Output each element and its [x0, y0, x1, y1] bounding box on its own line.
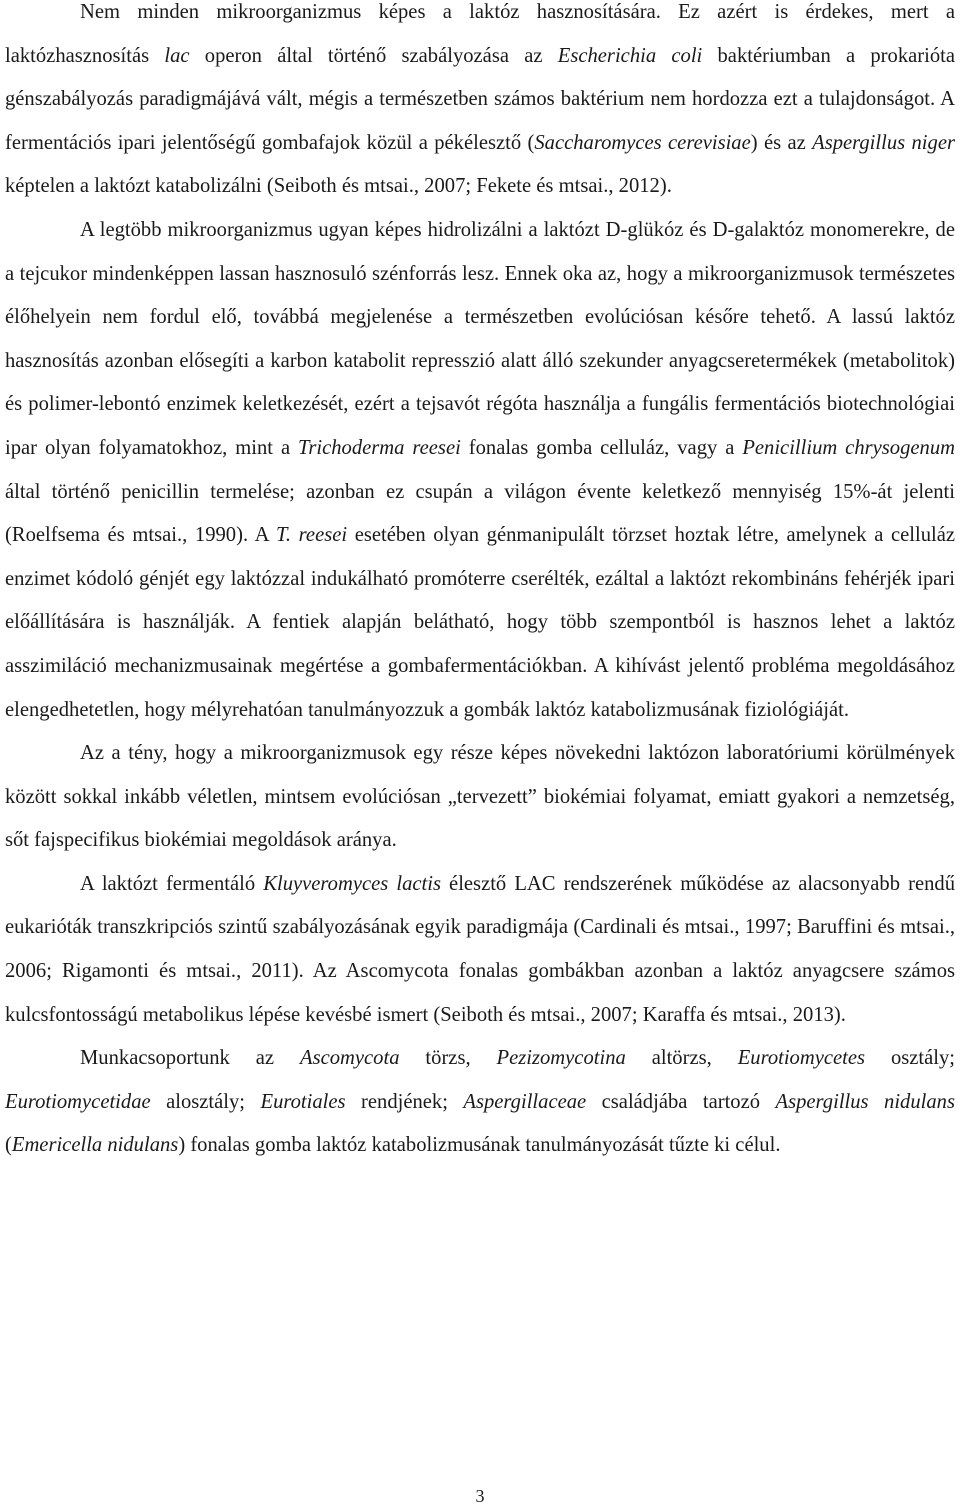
- paragraph-lactose-utilization: [5, 0, 955, 209]
- italic-term: Aspergillus niger: [812, 131, 955, 154]
- text-run: ) és az: [750, 131, 813, 154]
- italic-term: Kluyveromyces lactis: [263, 872, 441, 895]
- italic-term: Trichoderma reesei: [298, 436, 461, 459]
- italic-term: Aspergillus nidulans: [775, 1090, 955, 1113]
- text-run: baktériumban a prokarióta génszabályozás paradigmájává vált, mégis a természetben számos baktérium nem hordozza ezt a tulajdonságot. A fermentációs ipari jelentőségű gombafajok közül a pékélesztő (: [5, 44, 955, 154]
- text-run: osztály;: [865, 1047, 956, 1070]
- paragraph-lactose-hydrolysis: [5, 209, 955, 732]
- text-run: élesztő LAC rendszerének működése az alacsonyabb rendű eukarióták transzkripciós szintű szabályozásának egyik paradigmája (Cardinali és mtsai., 1997; Baruffini és mtsai., 2006; Rigamonti és mtsai., 2011). Az Ascomycota fonalas gombákban azonban a laktóz anyagcsere számos kulcsfontosságú metabolikus lépése kevésbé ismert (Seiboth és mtsai., 2007; Karaffa és mtsai., 2013).: [5, 872, 955, 1026]
- italic-term: Escherichia coli: [557, 44, 703, 67]
- page-number: 3: [475, 1486, 485, 1506]
- italic-term: Eurotiales: [260, 1090, 346, 1113]
- text-run: családjába tartozó: [586, 1090, 776, 1113]
- text-run: Munkacsoportunk az: [80, 1047, 300, 1070]
- text-run: A laktózt fermentáló: [80, 872, 264, 895]
- text-run: fonalas gomba celluláz, vagy a: [460, 436, 743, 459]
- text-run: A legtöbb mikroorganizmus ugyan képes hidrolizálni a laktózt D-glükóz és D-galaktóz monomerekre, de a tejcukor mindenképpen lassan hasznosuló szénforrás lesz. Ennek oka az, hogy a mikroorganizmusok természetes élőhelyein nem fordul elő, továbbá megjelenése a természetben evolúciósan későre tehető. A lassú laktóz hasznosítás azonban elősegíti a karbon katabolit represszió alatt álló szekunder anyagcseretermékek (metabolitok) és polimer-lebontó enzimek keletkezését, ezért a tejsavót régóta használja a fungális fermentációs biotechnológiai ipar olyan folyamatokhoz, mint a: [5, 218, 955, 459]
- italic-term: Penicillium chrysogenum: [742, 436, 955, 459]
- italic-term: Emericella nidulans: [11, 1134, 179, 1157]
- text-run: Az a tény, hogy a mikroorganizmusok egy része képes növekedni laktózon laboratóriumi körülmények között sokkal inkább véletlen, mintsem evolúciósan „tervezett” biokémiai folyamat, emiatt gyakori a nemzetség, sőt fajspecifikus biokémiai megoldások aránya.: [5, 742, 955, 852]
- text-run: Nem minden mikroorganizmus képes a laktóz hasznosítására. Ez azért is érdekes, mert a laktózhasznosítás: [5, 1, 955, 67]
- text-run: alosztály;: [150, 1090, 261, 1113]
- italic-term: Pezizomycotina: [496, 1047, 626, 1070]
- text-run: törzs,: [399, 1047, 497, 1070]
- paragraph-research-goal: [5, 1037, 955, 1168]
- italic-term: Aspergillaceae: [463, 1090, 587, 1113]
- text-run: által történő penicillin termelése; azonban ez csupán a világon évente keletkező mennyiség 15%-át jelenti (Roelfsema és mtsai., 1990). A: [5, 480, 955, 547]
- paragraph-evolution: [5, 732, 955, 863]
- italic-term: T. reesei: [275, 524, 348, 547]
- italic-term: Eurotiomycetes: [737, 1047, 866, 1070]
- text-run: rendjének;: [345, 1090, 464, 1113]
- paragraph-kluyveromyces: [5, 863, 955, 1037]
- text-run: operon által történő szabályozása az: [189, 44, 558, 67]
- text-run: esetében olyan génmanipulált törzset hoztak létre, amelynek a celluláz enzimet kódoló génjét egy laktózzal indukálható promóterre cserélték, ezáltal a laktózt rekombináns fehérjék ipari előállítására is használják. A fentiek alapján belátható, hogy több szempontból is hasznos lehet a laktóz asszimiláció mechanizmusainak megértése a gombafermentációkban. A kihívást jelentő probléma megoldásához elengedhetetlen, hogy mélyrehatóan tanulmányozzuk a gombák laktóz katabolizmusának fiziológiáját.: [5, 524, 955, 721]
- text-run: képtelen a laktózt katabolizálni (Seiboth és mtsai., 2007; Fekete és mtsai., 2012).: [5, 175, 672, 198]
- text-run: ) fonalas gomba laktóz katabolizmusának tanulmányozását tűzte ki célul.: [178, 1134, 781, 1157]
- document-body: [5, 0, 955, 1168]
- text-run: (: [5, 1134, 12, 1157]
- text-run: altörzs,: [625, 1047, 738, 1070]
- italic-term: Ascomycota: [300, 1047, 400, 1070]
- italic-term: Eurotiomycetidae: [5, 1090, 151, 1113]
- italic-term: Saccharomyces cerevisiae: [534, 131, 751, 154]
- italic-term: lac: [164, 44, 190, 67]
